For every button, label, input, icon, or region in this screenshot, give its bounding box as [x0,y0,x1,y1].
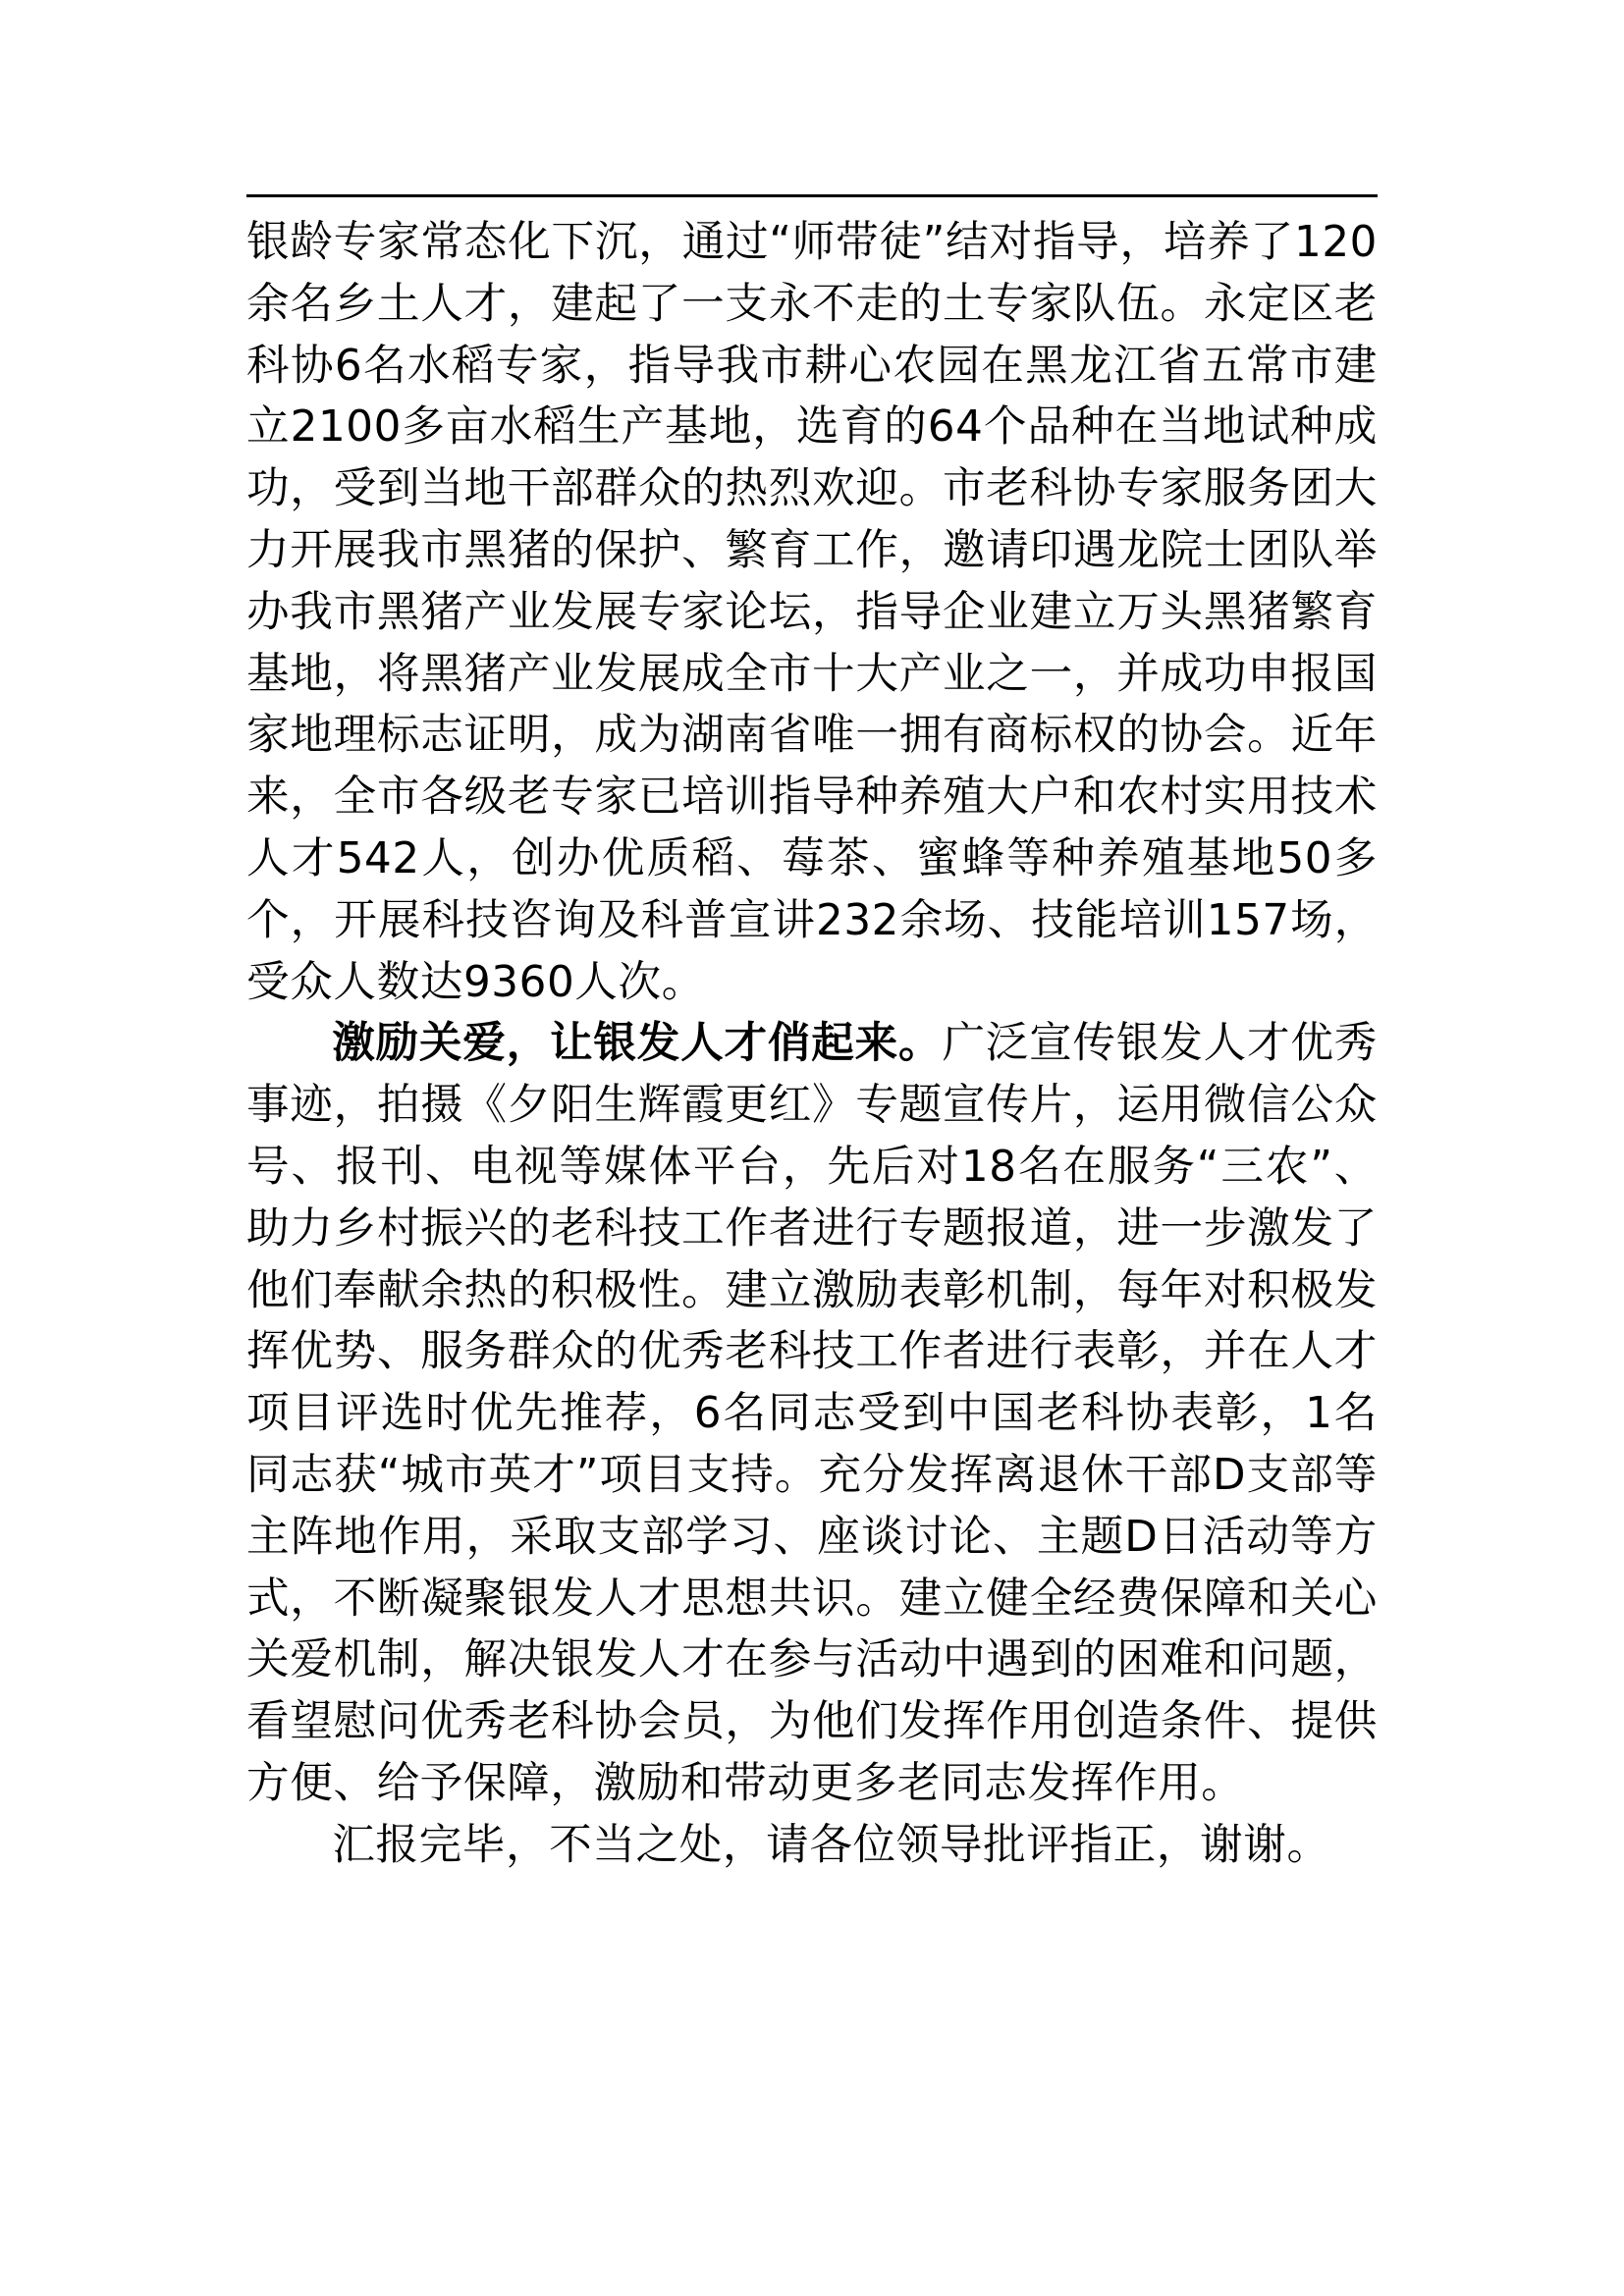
paragraph-talent-cultivation [246,212,1378,1013]
document-body [246,212,1378,1877]
document-page [246,194,1378,1877]
paragraph-closing [246,1815,1378,1877]
paragraph-text: 汇报完毕，不当之处，请各位领导批评指正，谢谢。 [332,1820,1330,1870]
paragraph-text: 广泛宣传银发人才优秀事迹，拍摄《夕阳生辉霞更红》专题宣传片，运用微信公众号、报刊、电视等媒体平台，先后对18名在服务“三农”、助力乡村振兴的老科技工作者进行专题报道，进一步激发了他们奉献余热的积极性。建立激励表彰机制，每年对积极发挥优势、服务群众的优秀老科技工作者进行表彰，并在人才项目评选时优先推荐，6名同志受到中国老科协表彰，1名同志获“城市英才”项目支持。充分发挥离退休干部D支部等主阵地作用，采取支部学习、座谈讨论、主题D日活动等方式，不断凝聚银发人才思想共识。建立健全经费保障和关心关爱机制，解决银发人才在参与活动中遇到的困难和问题，看望慰问优秀老科协会员，为他们发挥作用创造条件、提供方便、给予保障，激励和带动更多老同志发挥作用。 [246,1019,1379,1808]
paragraph-incentive-care [246,1013,1378,1814]
header-rule [246,194,1378,197]
paragraph-lead-heading: 激励关爱，让银发人才俏起来。 [332,1019,943,1069]
paragraph-text: 银龄专家常态化下沉，通过“师带徒”结对指导，培养了120余名乡土人才，建起了一支永不走的土专家队伍。永定区老科协6名水稻专家，指导我市耕心农园在黑龙江省五常市建立2100多亩水稻生产基地，选育的64个品种在当地试种成功，受到当地干部群众的热烈欢迎。市老科协专家服务团大力开展我市黑猪的保护、繁育工作，邀请印遇龙院士团队举办我市黑猪产业发展专家论坛，指导企业建立万头黑猪繁育基地，将黑猪产业发展成全市十大产业之一，并成功申报国家地理标志证明，成为湖南省唯一拥有商标权的协会。近年来，全市各级老专家已培训指导种养殖大户和农村实用技术人才542人，创办优质稻、莓茶、蜜蜂等种养殖基地50多个，开展科技咨询及科普宣讲232余场、技能培训157场，受众人数达9360人次。 [246,218,1378,1007]
